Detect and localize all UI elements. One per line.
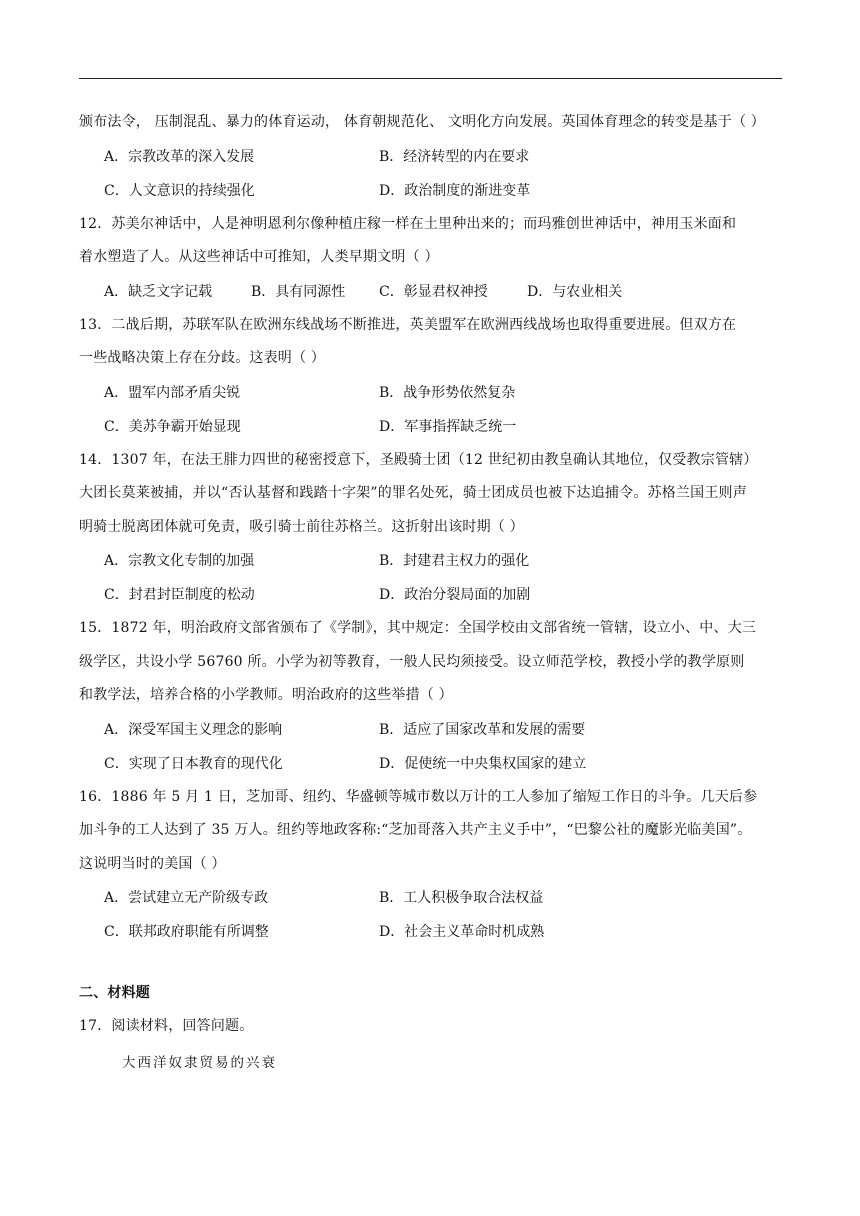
question-16-line-2: 加斗争的工人达到了 35 万人。纽约等地政客称:“芝加哥落入共产主义手中”，“巴黎公社的魔影光临美国”。	[79, 822, 752, 838]
option-a[interactable]: A．缺乏文字记载	[104, 283, 213, 300]
option-c[interactable]: C．美苏争霸开始显现	[104, 418, 241, 435]
option-c[interactable]: C．封君封臣制度的松动	[104, 587, 255, 603]
question-12-line-1: 12．苏美尔神话中，人是神明恩利尔像种植庄稼一样在土里种出来的；而玛雅创世神话中，神用玉米面和	[79, 215, 737, 232]
question-11	[79, 106, 784, 208]
option-a[interactable]: A．尝试建立无产阶级专政	[104, 890, 269, 906]
option-c[interactable]: C．实现了日本教育的现代化	[104, 755, 283, 772]
option-d[interactable]: D．政治制度的渐进变革	[379, 182, 531, 199]
option-d[interactable]: D．政治分裂局面的加剧	[379, 587, 531, 603]
option-d[interactable]: D．军事指挥缺乏统一	[379, 418, 517, 435]
question-16-line-1: 16．1886 年 5 月 1 日，芝加哥、纽约、华盛顿等城市数以万计的工人参加了缩短工作日的斗争。几天后参	[79, 788, 758, 805]
option-d[interactable]: D．促使统一中央集权国家的建立	[379, 755, 587, 772]
option-a[interactable]: A．盟军内部矛盾尖锐	[104, 384, 241, 401]
question-16-options-row-1	[79, 881, 784, 915]
section-title: 二、材料题	[79, 985, 150, 1001]
question-11-options-row-1	[79, 140, 784, 174]
option-d[interactable]: D．与农业相关	[527, 283, 623, 300]
question-15-line-3: 和教学法，培养合格的小学教师。明治政府的这些举措（ ）	[79, 687, 453, 703]
option-a[interactable]: A．深受军国主义理念的影响	[104, 721, 283, 738]
option-a[interactable]: A．宗教改革的深入发展	[104, 148, 255, 165]
question-11-stem: 颁布法令， 压制混乱、暴力的体育运动， 体育朝规范化、 文明化方向发展。英国体育理念的转变是基于（ ）	[79, 114, 765, 130]
header-rule	[79, 78, 782, 79]
question-17-stem: 17．阅读材料，回答问题。	[79, 1018, 254, 1034]
question-13-options-row-2	[79, 410, 784, 444]
question-13-line-2: 一些战略决策上存在分歧。这表明（ ）	[79, 350, 326, 366]
question-11-options-row-2	[79, 174, 784, 208]
option-b[interactable]: B．封建君主权力的强化	[379, 553, 530, 569]
question-14	[79, 444, 784, 613]
option-b[interactable]: B．经济转型的内在要求	[379, 148, 530, 165]
question-14-line-1: 14．1307 年，在法王腓力四世的秘密授意下，圣殿骑士团（12 世纪初由教皇确认其地位，仅受教宗管辖）	[79, 451, 758, 468]
option-c[interactable]: C．联邦政府职能有所调整	[104, 924, 269, 940]
option-a[interactable]: A．宗教文化专制的加强	[104, 553, 255, 569]
question-14-line-2: 大团长莫莱被捕，并以“否认基督和践踏十字架”的罪名处死，骑士团成员也被下达追捕令。苏格兰国王则声	[79, 485, 747, 501]
section-material	[79, 977, 784, 1082]
option-c[interactable]: C．彰显君权神授	[379, 283, 488, 300]
option-d[interactable]: D．社会主义革命时机成熟	[379, 924, 545, 940]
question-14-options-row-2	[79, 578, 784, 612]
option-c[interactable]: C．人文意识的持续强化	[104, 182, 255, 199]
question-16	[79, 781, 784, 950]
exam-page	[79, 106, 784, 1082]
option-b[interactable]: B．适应了国家改革和发展的需要	[379, 721, 586, 738]
question-12-line-2: 着水塑造了人。从这些神话中可推知，人类早期文明（ ）	[79, 249, 439, 265]
question-13-line-1: 13．二战后期，苏联军队在欧洲东线战场不断推进，英美盟军在欧洲西线战场也取得重要进展。但双方在	[79, 316, 737, 333]
option-b[interactable]: B．具有同源性	[251, 283, 346, 300]
question-13	[79, 309, 784, 444]
question-15-line-1: 15．1872 年，明治政府文部省颁布了《学制》，其中规定：全国学校由文部省统一管辖，设立小、中、大三	[79, 620, 757, 636]
option-b[interactable]: B．工人积极争取合法权益	[379, 890, 544, 906]
question-13-options-row-1	[79, 376, 784, 410]
question-14-options-row-1	[79, 544, 784, 578]
option-b[interactable]: B．战争形势依然复杂	[379, 384, 516, 401]
question-12-options	[79, 275, 784, 309]
question-15-options-row-2	[79, 747, 784, 781]
question-16-options-row-2	[79, 915, 784, 949]
question-15-line-2: 级学区，共设小学 56760 所。小学为初等教育，一般人民均须接受。设立师范学校，教授小学的教学原则	[79, 653, 745, 670]
material-title: 大西洋奴隶贸易的兴衰	[122, 1054, 277, 1071]
question-12	[79, 208, 784, 309]
question-14-line-3: 明骑士脱离团体就可免责，吸引骑士前往苏格兰。这折射出该时期（ ）	[79, 518, 524, 535]
question-16-line-3: 这说明当时的美国（ ）	[79, 855, 226, 872]
question-15	[79, 612, 784, 781]
question-15-options-row-1	[79, 713, 784, 747]
